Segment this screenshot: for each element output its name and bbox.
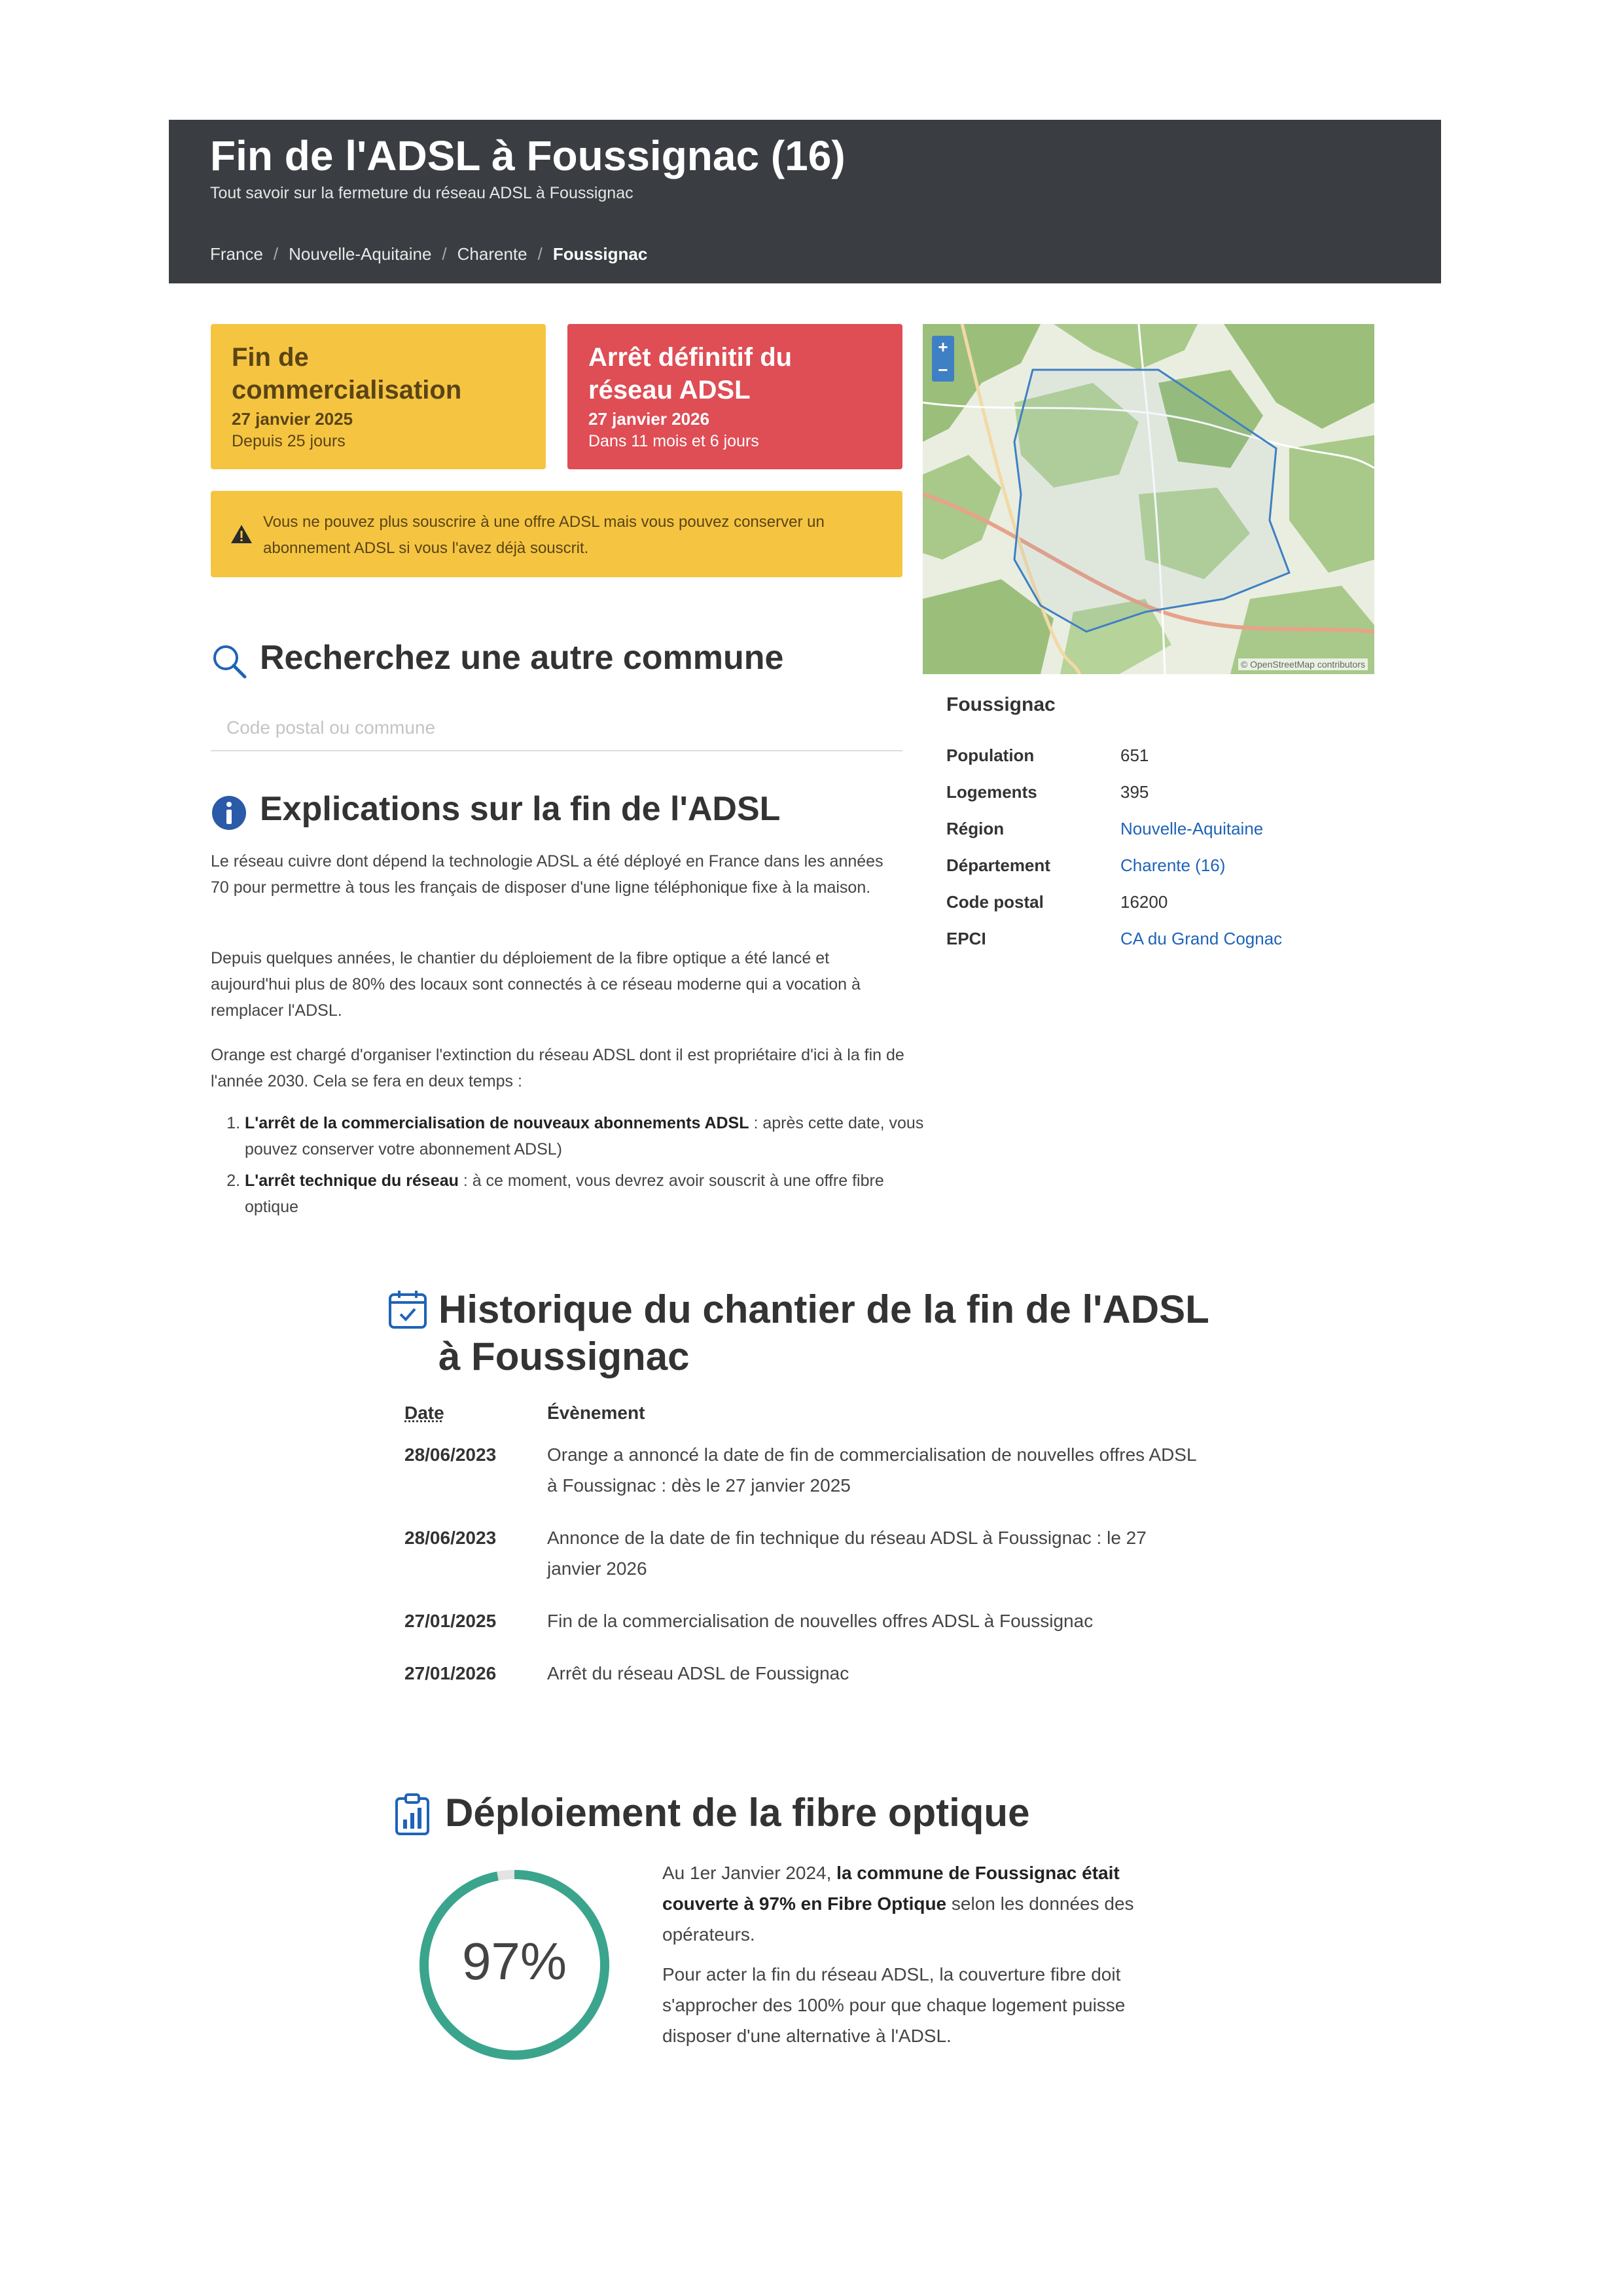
- history-table: [404, 1402, 1202, 1710]
- card-date: 27 janvier 2025: [232, 409, 353, 429]
- fibre-paragraph: Pour acter la fin du réseau ADSL, la couverture fibre doit s'approcher des 100% pour que chaque logement puisse disposer d'une alternative à l'ADSL.: [662, 1964, 1126, 2046]
- info-value: 395: [1120, 781, 1149, 802]
- zoom-in-button[interactable]: +: [938, 337, 948, 357]
- column-header-date: Date: [404, 1403, 444, 1423]
- history-date: 27/01/2025: [404, 1611, 497, 1631]
- page-header: [169, 120, 1441, 283]
- fibre-text: selon les données des opérateurs.: [662, 1893, 1134, 1945]
- fibre-text-bold: la commune de Foussignac était couverte à 97% en Fibre Optique: [662, 1863, 1120, 1914]
- map-tiles: [923, 324, 1374, 674]
- breadcrumb: [210, 244, 647, 264]
- table-row: [946, 920, 1282, 957]
- step-bold: L'arrêt de la commercialisation de nouveaux abonnements ADSL: [245, 1114, 749, 1132]
- zoom-out-button[interactable]: −: [938, 360, 948, 380]
- history-date: 28/06/2023: [404, 1528, 497, 1548]
- search-input[interactable]: [211, 706, 902, 751]
- table-row: [946, 847, 1282, 884]
- commune-map[interactable]: [923, 324, 1374, 674]
- table-row: [946, 774, 1282, 810]
- explain-steps-list: [211, 1110, 938, 1225]
- info-icon: [211, 795, 247, 831]
- info-value: 16200: [1120, 891, 1168, 912]
- table-row: [404, 1657, 1202, 1710]
- departement-link[interactable]: Charente (16): [1120, 855, 1226, 875]
- card-date: 27 janvier 2026: [588, 409, 710, 429]
- info-value: 651: [1120, 745, 1149, 765]
- warning-text: Vous ne pouvez plus souscrire à une offre ADSL mais vous pouvez conserver un abonnement ADSL si vous l'avez déjà souscrit.: [263, 513, 825, 557]
- info-label: Population: [946, 745, 1035, 765]
- info-label: Logements: [946, 781, 1037, 802]
- fibre-text: Au 1er Janvier 2024,: [662, 1863, 837, 1883]
- info-label: Région: [946, 818, 1005, 838]
- history-event: Fin de la commercialisation de nouvelles offres ADSL à Foussignac: [547, 1611, 1094, 1631]
- breadcrumb-region[interactable]: Nouvelle-Aquitaine: [289, 244, 432, 264]
- search-heading: Recherchez une autre commune: [260, 639, 784, 677]
- card-relative-time: Depuis 25 jours: [232, 432, 346, 450]
- fibre-coverage-gauge: [416, 1867, 613, 2063]
- list-item: [245, 1110, 938, 1162]
- step-bold: L'arrêt technique du réseau: [245, 1172, 459, 1190]
- step-text: : à ce moment, vous devrez avoir souscrit à une offre fibre optique: [245, 1172, 884, 1216]
- fibre-paragraph: [662, 1857, 1186, 1950]
- search-icon: [211, 643, 247, 679]
- card-fin-commercialisation: [211, 324, 546, 469]
- breadcrumb-separator: /: [537, 244, 543, 264]
- warning-alert: [211, 491, 902, 577]
- epci-link[interactable]: CA du Grand Cognac: [1120, 928, 1283, 948]
- table-row: [946, 884, 1282, 920]
- card-title: Fin de commercialisation: [232, 343, 462, 404]
- history-date: 27/01/2026: [404, 1663, 497, 1683]
- commune-info-table: [946, 737, 1282, 957]
- explain-paragraph: Depuis quelques années, le chantier du déploiement de la fibre optique a été lancé et aujourd'hui plus de 80% des locaux sont connectés à ce réseau moderne qui a vocation à remplacer l'ADSL.: [211, 949, 861, 1020]
- breadcrumb-departement[interactable]: Charente: [457, 244, 527, 264]
- warning-icon: [230, 524, 253, 545]
- map-attribution[interactable]: © OpenStreetMap contributors: [1238, 658, 1368, 670]
- table-header-row: [404, 1402, 1202, 1439]
- step-text: : après cette date, vous pouvez conserver votre abonnement ADSL): [245, 1114, 924, 1158]
- info-label: Département: [946, 855, 1050, 875]
- history-event: Orange a annoncé la date de fin de commercialisation de nouvelles offres ADSL à Foussignac : dès le 27 janvier 2025: [547, 1444, 1196, 1496]
- column-header-event: Évènement: [547, 1403, 645, 1423]
- region-link[interactable]: Nouvelle-Aquitaine: [1120, 818, 1264, 838]
- history-event: Arrêt du réseau ADSL de Foussignac: [547, 1663, 849, 1683]
- table-row: [946, 737, 1282, 774]
- breadcrumb-separator: /: [442, 244, 447, 264]
- explain-paragraph: Le réseau cuivre dont dépend la technologie ADSL a été déployé en France dans les années 70 pour permettre à tous les français de disposer d'une ligne téléphonique fixe à la maison.: [211, 852, 883, 897]
- page-subtitle: Tout savoir sur la fermeture du réseau ADSL à Foussignac: [210, 184, 633, 202]
- table-row: [404, 1439, 1202, 1522]
- card-relative-time: Dans 11 mois et 6 jours: [588, 432, 759, 450]
- map-zoom-control: [932, 336, 954, 382]
- history-event: Annonce de la date de fin technique du réseau ADSL à Foussignac : le 27 janvier 2026: [547, 1528, 1147, 1579]
- list-item: [245, 1168, 938, 1220]
- table-row: [404, 1522, 1202, 1605]
- history-date: 28/06/2023: [404, 1444, 497, 1465]
- explain-heading: Explications sur la fin de l'ADSL: [260, 790, 781, 828]
- commune-name: Foussignac: [946, 694, 1056, 715]
- fibre-heading: Déploiement de la fibre optique: [445, 1791, 1030, 1835]
- clipboard-chart-icon: [394, 1793, 431, 1835]
- history-heading: Historique du chantier de la fin de l'ADSL à Foussignac: [438, 1287, 1209, 1378]
- breadcrumb-current: Foussignac: [552, 244, 648, 264]
- info-label: Code postal: [946, 891, 1044, 912]
- table-row: [404, 1605, 1202, 1657]
- card-title: Arrêt définitif du réseau ADSL: [588, 343, 793, 404]
- explain-paragraph: Orange est chargé d'organiser l'extinction du réseau ADSL dont il est propriétaire d'ici à la fin de l'année 2030. Cela se fera en deux temps :: [211, 1046, 904, 1090]
- breadcrumb-france[interactable]: France: [210, 244, 263, 264]
- page-title: Fin de l'ADSL à Foussignac (16): [210, 132, 846, 179]
- table-row: [946, 810, 1282, 847]
- gauge-label: 97%: [461, 1932, 567, 1990]
- calendar-check-icon: [387, 1289, 428, 1330]
- card-arret-definitif: [567, 324, 902, 469]
- info-label: EPCI: [946, 928, 986, 948]
- breadcrumb-separator: /: [273, 244, 279, 264]
